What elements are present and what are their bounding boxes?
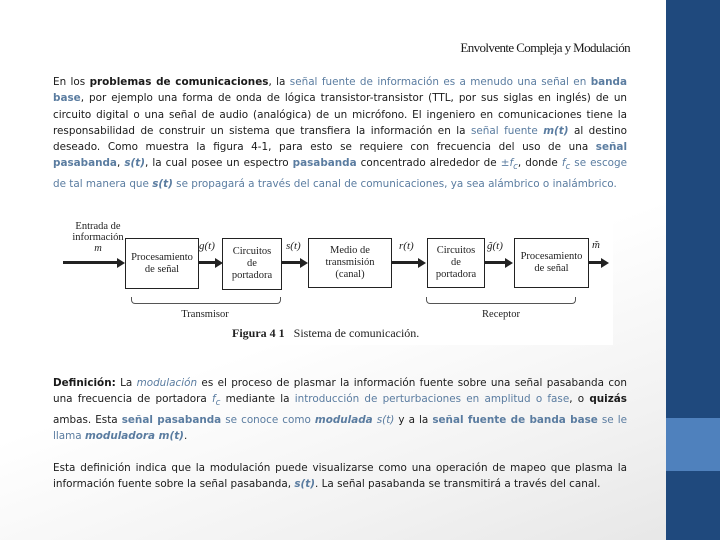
mapping-paragraph: Esta definición indica que la modulación puede visualizarse como una operación de mapeo que plasma la información fuente sobre la señal pasabanda, s(t). La señal pasabanda se transmitirá a través del canal. — [53, 462, 627, 491]
signal-r-label: r(t) — [399, 240, 414, 252]
signal-processing-tx-block: Procesamiento de señal — [125, 238, 199, 289]
signal-processing-rx-block: Procesamiento de señal — [514, 238, 589, 288]
communication-system-figure — [55, 215, 613, 345]
signal-s-label: s(t) — [286, 240, 301, 252]
channel-block: Medio de transmisión (canal) — [308, 238, 392, 288]
input-arrow — [63, 261, 119, 264]
definition-paragraph: Definición: La modulación es el proceso de plasmar la información fuente sobre una señal pasabanda con una frecuencia de portadora $f_c$ mediante la introducción de perturbaciones en amplitud o fase, o quizás ambas. Esta señal pasabanda se conoce como modulada s(t) y a la señal fuente de banda base se le llama moduladora m(t). — [53, 377, 628, 442]
receiver-brace — [426, 297, 576, 304]
carrier-circuits-tx-block: Circuitos de portadora — [222, 238, 282, 290]
figure-caption: Figura 4 1 Sistema de comunicación. — [232, 326, 420, 340]
output-m-tilde-label: m̃ — [592, 239, 600, 251]
arrow-s — [282, 261, 302, 264]
arrow-g — [199, 261, 217, 264]
arrow-g-tilde — [485, 261, 507, 264]
transmitter-label: Transmisor — [181, 309, 229, 320]
output-arrow — [589, 261, 603, 264]
receiver-label: Receptor — [482, 309, 520, 320]
input-label: Entrada de información m — [72, 221, 124, 254]
signal-g-label: g(t) — [199, 240, 215, 252]
signal-g-tilde-label: g̃(t) — [487, 240, 503, 252]
side-decor-band — [666, 418, 720, 471]
slide-title: Envolvente Compleja y Modulación — [460, 40, 630, 55]
intro-paragraph: En los problemas de comunicaciones, la señal fuente de información es a menudo una señal en banda base, por ejemplo una forma de onda de lógica transistor-transistor (TTL, por sus siglas en inglés) de un circuito digital o una señal de audio (analógica) de un micrófono. El ingeniero en comunicaciones tiene la responsabilidad de construir un sistema que transfiera la información en la señal fuente m(t) al destino deseado. Como muestra la figura 4-1, para esto se requiere con frecuencia del uso de una señal pasabanda, s(t), la cual posee un espectro pasabanda concentrado alrededor de $\pm f_c$, donde $f_c$ se escoge de tal manera que s(t) se propagará a través del canal de comunicaciones, ya sea alámbrico o inalámbrico. — [53, 76, 628, 190]
carrier-circuits-rx-block: Circuitos de portadora — [427, 238, 485, 288]
transmitter-brace — [131, 297, 281, 304]
arrow-r — [392, 261, 420, 264]
